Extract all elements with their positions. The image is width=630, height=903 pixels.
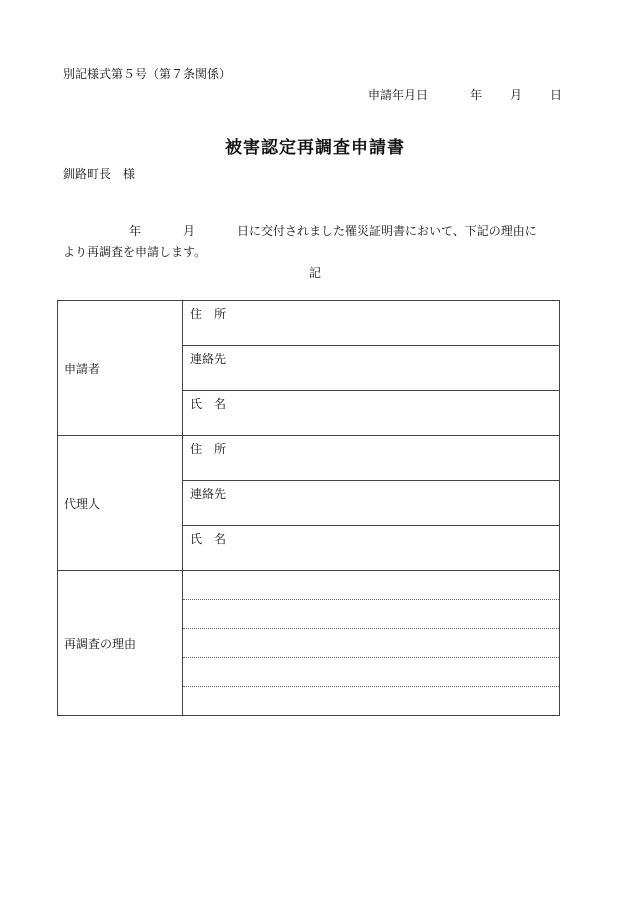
agent-name-label: 氏 名	[190, 532, 227, 546]
applicant-contact-field[interactable]	[183, 346, 560, 391]
reason-line[interactable]	[183, 658, 560, 687]
agent-label: 代理人	[58, 436, 183, 571]
reason-label: 再調査の理由	[58, 571, 183, 716]
applicant-name-label: 氏 名	[190, 397, 227, 411]
reason-line[interactable]	[183, 571, 560, 600]
body-text-line2: より再調査を申請します。	[63, 245, 207, 259]
reason-line[interactable]	[183, 600, 560, 629]
agent-address-field[interactable]	[183, 436, 560, 481]
application-date	[368, 86, 562, 103]
ki-marker: 記	[309, 266, 322, 280]
application-date-label: 申請年月日	[368, 88, 429, 102]
addressee: 釧路町長 様	[63, 167, 136, 181]
applicant-name-field[interactable]	[183, 391, 560, 436]
applicant-address-field[interactable]	[183, 301, 560, 346]
reason-line[interactable]	[183, 687, 560, 716]
document-title: 被害認定再調査申請書	[225, 138, 405, 158]
agent-name-field[interactable]	[183, 526, 560, 571]
body-text: 日に交付されました罹災証明書において、下記の理由に	[237, 224, 537, 238]
agent-contact-field[interactable]	[183, 481, 560, 526]
agent-address-label: 住 所	[190, 442, 227, 456]
applicant-label: 申請者	[58, 301, 183, 436]
body-text-line1	[63, 222, 537, 239]
issue-year: 年	[129, 224, 142, 238]
applicant-contact-label: 連絡先	[190, 352, 227, 366]
application-date-year: 年	[470, 88, 483, 102]
reason-line[interactable]	[183, 629, 560, 658]
issue-month: 月	[183, 224, 196, 238]
form-number: 別記様式第５号（第７条関係）	[63, 67, 232, 81]
application-table	[57, 300, 560, 716]
applicant-address-label: 住 所	[190, 307, 227, 321]
application-date-day: 日	[550, 88, 563, 102]
application-date-month: 月	[510, 88, 523, 102]
agent-contact-label: 連絡先	[190, 487, 227, 501]
